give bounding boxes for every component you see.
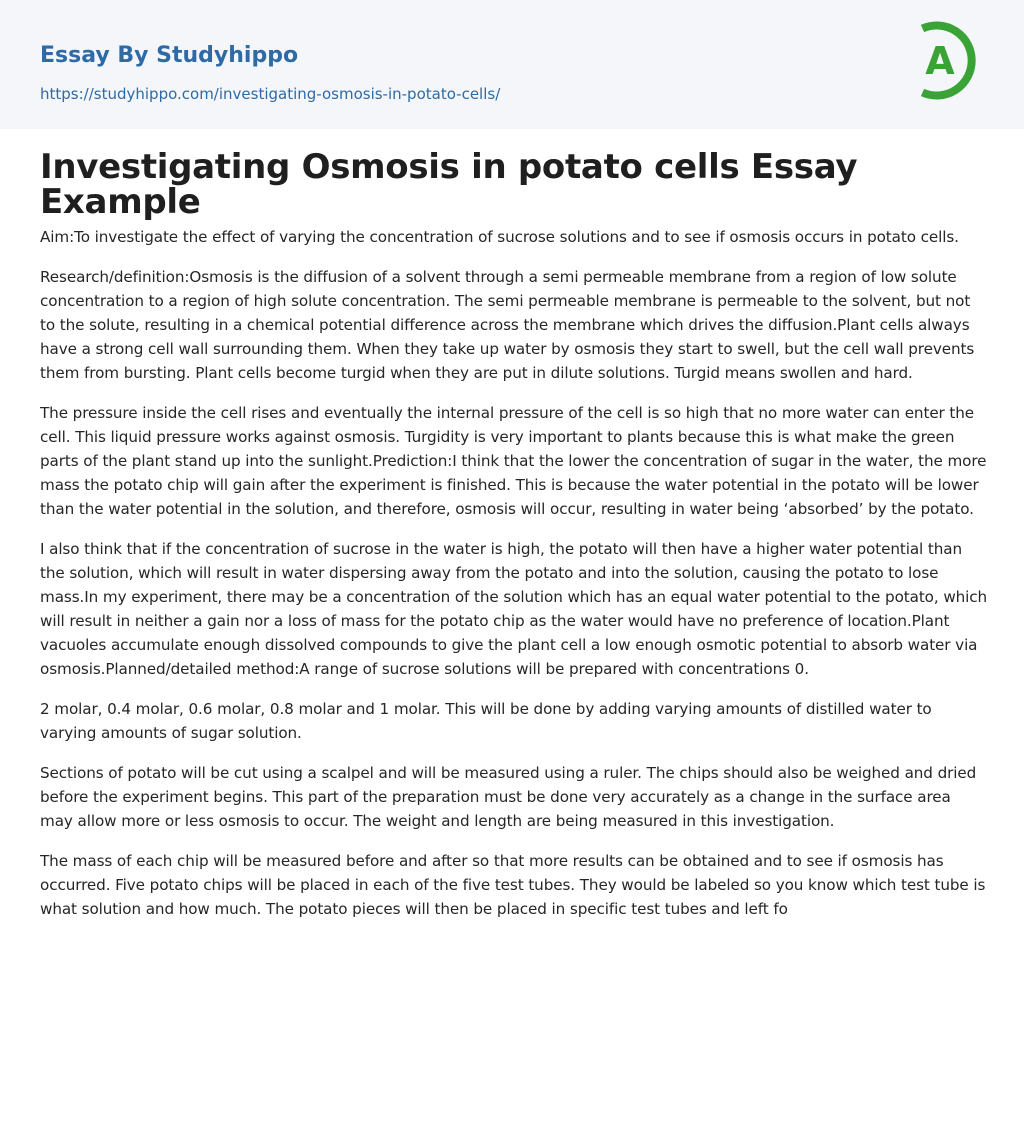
paragraph-sections: Sections of potato will be cut using a scalpel and will be measured using a ruler. The chips should also be weighed and dried before the experiment begins. This part of the preparation must be done very accurately as a change in the surface area may allow more or less osmosis to occur. The weight and length are being measured in this investigation. (40, 764, 977, 830)
page-title: Investigating Osmosis in potato cells Essay Example (40, 147, 858, 222)
site-title[interactable]: Essay By Studyhippo (40, 43, 299, 68)
source-url-link[interactable]: https://studyhippo.com/investigating-osmosis-in-potato-cells/ (40, 85, 501, 103)
paragraph-pressure: The pressure inside the cell rises and eventually the internal pressure of the cell is so high that no more water can enter the cell. This liquid pressure works against osmosis. Turgidity is very important to plants because this is what make the green parts of the plant stand up into the sunlight.Prediction:I think that the lower the concentration of sugar in the water, the more mass the potato chip will gain after the experiment is finished. This is because the water potential in the potato will be lower than the water potential in the solution, and therefore, osmosis will occur, resulting in water being ‘absorbed’ by the potato. (40, 404, 987, 518)
site-header (0, 0, 1024, 129)
paragraph-research: Research/definition:Osmosis is the diffusion of a solvent through a semi permeable membrane from a region of low solute concentration to a region of high solute concentration. The semi permeable membrane is permeable to the solvent, but not to the solute, resulting in a chemical potential difference across the membrane which drives the diffusion.Plant cells always have a strong cell wall surrounding them. When they take up water by osmosis they start to swell, but the cell wall prevents them from bursting. Plant cells become turgid when they are put in dilute solutions. Turgid means swollen and hard. (40, 268, 975, 382)
paragraph-mass: The mass of each chip will be measured before and after so that more results can be obtained and to see if osmosis has occurred. Five potato chips will be placed in each of the five test tubes. They would be labeled so you know which test tube is what solution and how much. The potato pieces will then be placed in specific test tubes and left fo (40, 852, 986, 918)
paragraph-aim: Aim:To investigate the effect of varying the concentration of sucrose solutions and to see if osmosis occurs in potato cells. (40, 228, 959, 246)
studyhippo-logo-icon[interactable] (912, 19, 986, 105)
paragraph-hypothesis: I also think that if the concentration of sucrose in the water is high, the potato will then have a higher water potential than the solution, which will result in water dispersing away from the potato and into the solution, causing the potato to lose mass.In my experiment, there may be a concentration of the solution which has an equal water potential to the potato, which will result in neither a gain nor a loss of mass for the potato chip as the water would have no preference of location.Plant vacuoles accumulate enough dissolved compounds to give the plant cell a low enough osmotic potential to absorb water via osmosis.Planned/detailed method:A range of sucrose solutions will be prepared with concentrations 0. (40, 540, 988, 678)
paragraph-concentrations: 2 molar, 0.4 molar, 0.6 molar, 0.8 molar and 1 molar. This will be done by adding varying amounts of distilled water to varying amounts of sugar solution. (40, 700, 932, 742)
article (40, 147, 988, 937)
logo-letter: A (925, 39, 955, 83)
